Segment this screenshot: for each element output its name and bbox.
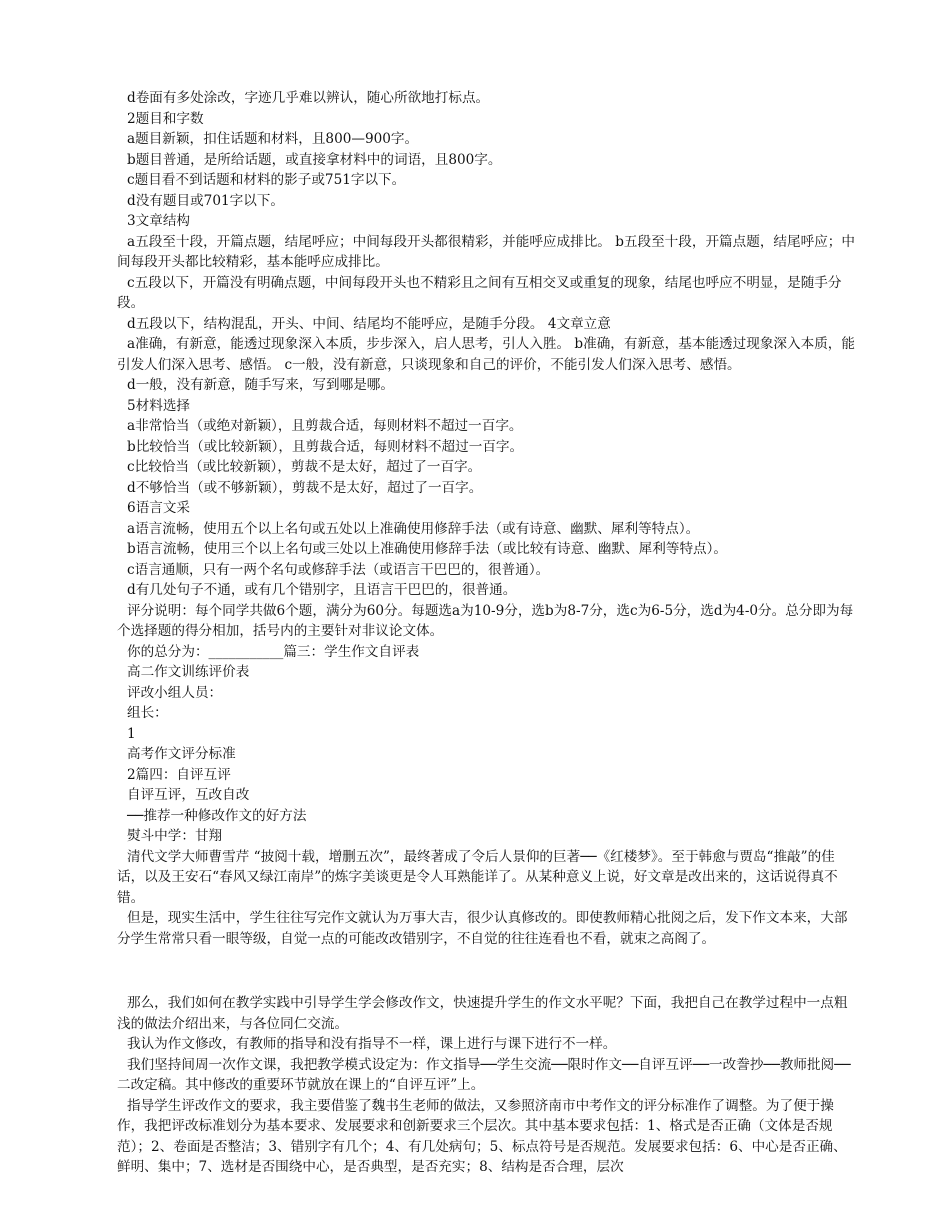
paragraph: a五段至十段，开篇点题，结尾呼应；中间每段开头都很精彩，并能呼应成排比。 b五段至十段，开篇点题，结尾呼应；中间每段开头都比较精彩，基本能呼应成排比。 (117, 233, 855, 270)
paragraph: a语言流畅，使用五个以上名句或五处以上准确使用修辞手法（或有诗意、幽默、犀利等特点）。 (127, 520, 700, 537)
paragraph: d有几处句子不通，或有几个错别字，且语言干巴巴的，很普通。 (127, 582, 517, 598)
paragraph: d五段以下，结构混乱，开头、中间、结尾均不能呼应，是随手分段。 4文章立意 (127, 315, 611, 332)
paragraph: 评分说明：每个同学共做6个题，满分为60分。每题选a为10-9分，选b为8-7分，选c为6-5分，选d为4-0分。总分即为每个选择题的得分相加，括号内的主要针对非议论文体。 (117, 602, 854, 639)
paragraph: 1 (127, 725, 136, 742)
paragraph: d不够恰当（或不够新颖），剪裁不是太好，超过了一百字。 (127, 479, 483, 496)
paragraph: 但是，现实生活中，学生往往写完作文就认为万事大吉，很少认真修改的。即使教师精心批阅之后，发下作文本来，大部分学生常常只看一眼等级，自觉一点的可能改改错别字，不自觉的往往连看也不看，就束之高阁了。 (117, 910, 848, 947)
paragraph: 你的总分为：___________篇三：学生作文自评表 (127, 643, 420, 660)
paragraph: c比较恰当（或比较新颖），剪裁不是太好，超过了一百字。 (127, 459, 482, 475)
paragraph: 2题目和字数 (127, 110, 204, 127)
paragraph: 我们坚持间周一次作文课，我把教学模式设定为：作文指导──学生交流──限时作文──自评互评──一改誊抄──教师批阅──二改定稿。其中修改的重要环节就放在课上的“自评互评”上。 (117, 1056, 851, 1093)
paragraph: b比较恰当（或比较新颖），且剪裁合适，每则材料不超过一百字。 (127, 438, 524, 455)
paragraph: 6语言文采 (127, 500, 191, 516)
paragraph: c五段以下，开篇没有明确点题，中间每段开头也不精彩且之间有互相交叉或重复的现象，结尾也呼应不明显，是随手分段。 (117, 274, 842, 311)
paragraph: 熨斗中学：甘翔 (127, 828, 223, 844)
paragraph: 高二作文训练评价表 (127, 664, 250, 680)
document-body (117, 88, 859, 1178)
paragraph: d没有题目或701字以下。 (127, 192, 284, 209)
paragraph: c题目看不到话题和材料的影子或751字以下。 (127, 172, 406, 188)
paragraph: a准确，有新意，能透过现象深入本质，步步深入，启人思考，引人入胜。 b准确，有新意，基本能透过现象深入本质，能引发人们深入思考、感悟。 c一般，没有新意，只谈现象和自己的评价，不能引发人们深入思考、感悟。 (117, 336, 855, 373)
paragraph: d一般，没有新意，随手写来，写到哪是哪。 (127, 377, 394, 393)
paragraph: 高考作文评分标准 (127, 746, 236, 762)
paragraph: b题目普通，是所给话题，或直接拿材料中的词语，且800字。 (127, 151, 502, 168)
paragraph: 5材料选择 (127, 397, 191, 414)
paragraph: d卷面有多处涂改，字迹几乎难以辨认，随心所欲地打标点。 (127, 90, 490, 106)
paragraph: 自评互评，互改自改 (127, 787, 250, 803)
paragraph: 指导学生评改作文的要求，我主要借鉴了魏书生老师的做法，又参照济南市中考作文的评分标准作了调整。为了便于操作，我把评改标准划分为基本要求、发展要求和创新要求三个层次。其中基本要求包括：1、格式是否正确（文体是否规范）；2、卷面是否整洁；3、错别字有几个；4、有几处病句；5、标点符号是否规范。发展要求包括：6、中心是否正确、鲜明、集中；7、选材是否围绕中心，是否典型，是否充实；8、结构是否合理，层次 (117, 1097, 847, 1175)
paragraph: a非常恰当（或绝对新颖），且剪裁合适，每则材料不超过一百字。 (127, 418, 523, 434)
paragraph: 我认为作文修改，有教师的指导和没有指导不一样，课上进行与课下进行不一样。 (127, 1036, 617, 1052)
paragraph: 3文章结构 (127, 213, 191, 229)
paragraph: b语言流畅，使用三个以上名句或三处以上准确使用修辞手法（或比较有诗意、幽默、犀利等特点）。 (127, 541, 728, 557)
paragraph: 2篇四：自评互评 (127, 766, 231, 783)
paragraph: 组长： (127, 705, 168, 721)
paragraph: 评改小组人员： (127, 684, 223, 701)
paragraph: 那么，我们如何在教学实践中引导学生学会修改作文，快速提升学生的作文水平呢？下面，我把自己在教学过程中一点粗浅的做法介绍出来，与各位同仁交流。 (117, 995, 848, 1032)
paragraph-gap (117, 965, 859, 977)
paragraph: c语言通顺，只有一两个名句或修辞手法（或语言干巴巴的，很普通）。 (127, 561, 550, 578)
paragraph: 清代文学大师曹雪芹 “披阅十载，增删五次”，最终著成了令后人景仰的巨著──《红楼梦》。至于韩愈与贾岛“推敲”的佳话，以及王安石“春风又绿江南岸”的炼字美谈更是令人耳熟能详了。从某种意义上说，好文章是改出来的，这话说得真不错。 (117, 848, 838, 906)
paragraph: ──推荐一种修改作文的好方法 (127, 807, 307, 824)
paragraph: a题目新颖，扣住话题和材料，且800—900字。 (127, 131, 419, 147)
